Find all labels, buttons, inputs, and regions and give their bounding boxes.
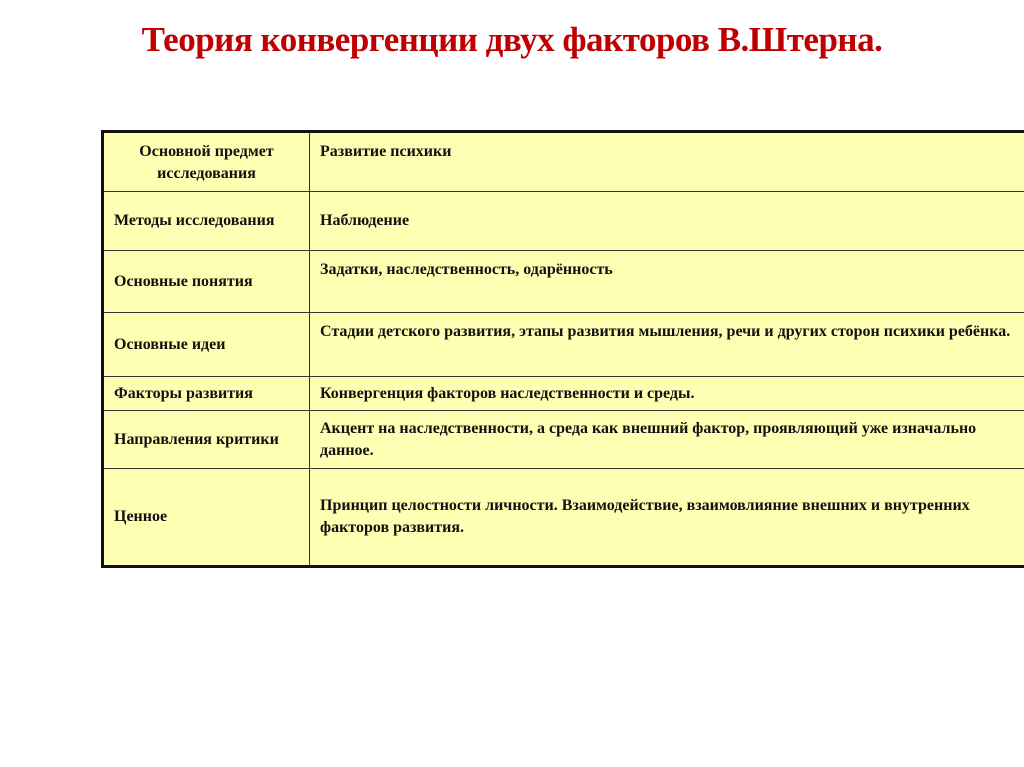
table-row <box>103 251 1024 313</box>
theory-table <box>101 130 1024 568</box>
row-value: Акцент на наследственности, а среда как внешний фактор, проявляющий уже изначально данное. <box>310 411 1024 469</box>
row-value: Наблюдение <box>310 192 1024 251</box>
row-key: Ценное <box>103 469 310 567</box>
row-key: Факторы развития <box>103 377 310 411</box>
row-key: Направления критики <box>103 411 310 469</box>
row-value: Принцип целостности личности. Взаимодействие, взаимовлияние внешних и внутренних факторов развития. <box>310 469 1024 567</box>
table-row <box>103 132 1024 192</box>
slide-title: Теория конвергенции двух факторов В.Штерна. <box>141 20 883 59</box>
row-key: Основные идеи <box>103 313 310 377</box>
row-key: Основной предмет исследования <box>103 132 310 192</box>
row-value: Задатки, наследственность, одарённость <box>310 251 1024 313</box>
table-row <box>103 469 1024 567</box>
table-row <box>103 377 1024 411</box>
table-row <box>103 313 1024 377</box>
row-value: Развитие психики <box>310 132 1024 192</box>
row-value: Конвергенция факторов наследственности и среды. <box>310 377 1024 411</box>
row-value: Стадии детского развития, этапы развития мышления, речи и других сторон психики ребёнка. <box>310 313 1024 377</box>
row-key: Основные понятия <box>103 251 310 313</box>
row-key: Методы исследования <box>103 192 310 251</box>
table-row <box>103 192 1024 251</box>
table-row <box>103 411 1024 469</box>
